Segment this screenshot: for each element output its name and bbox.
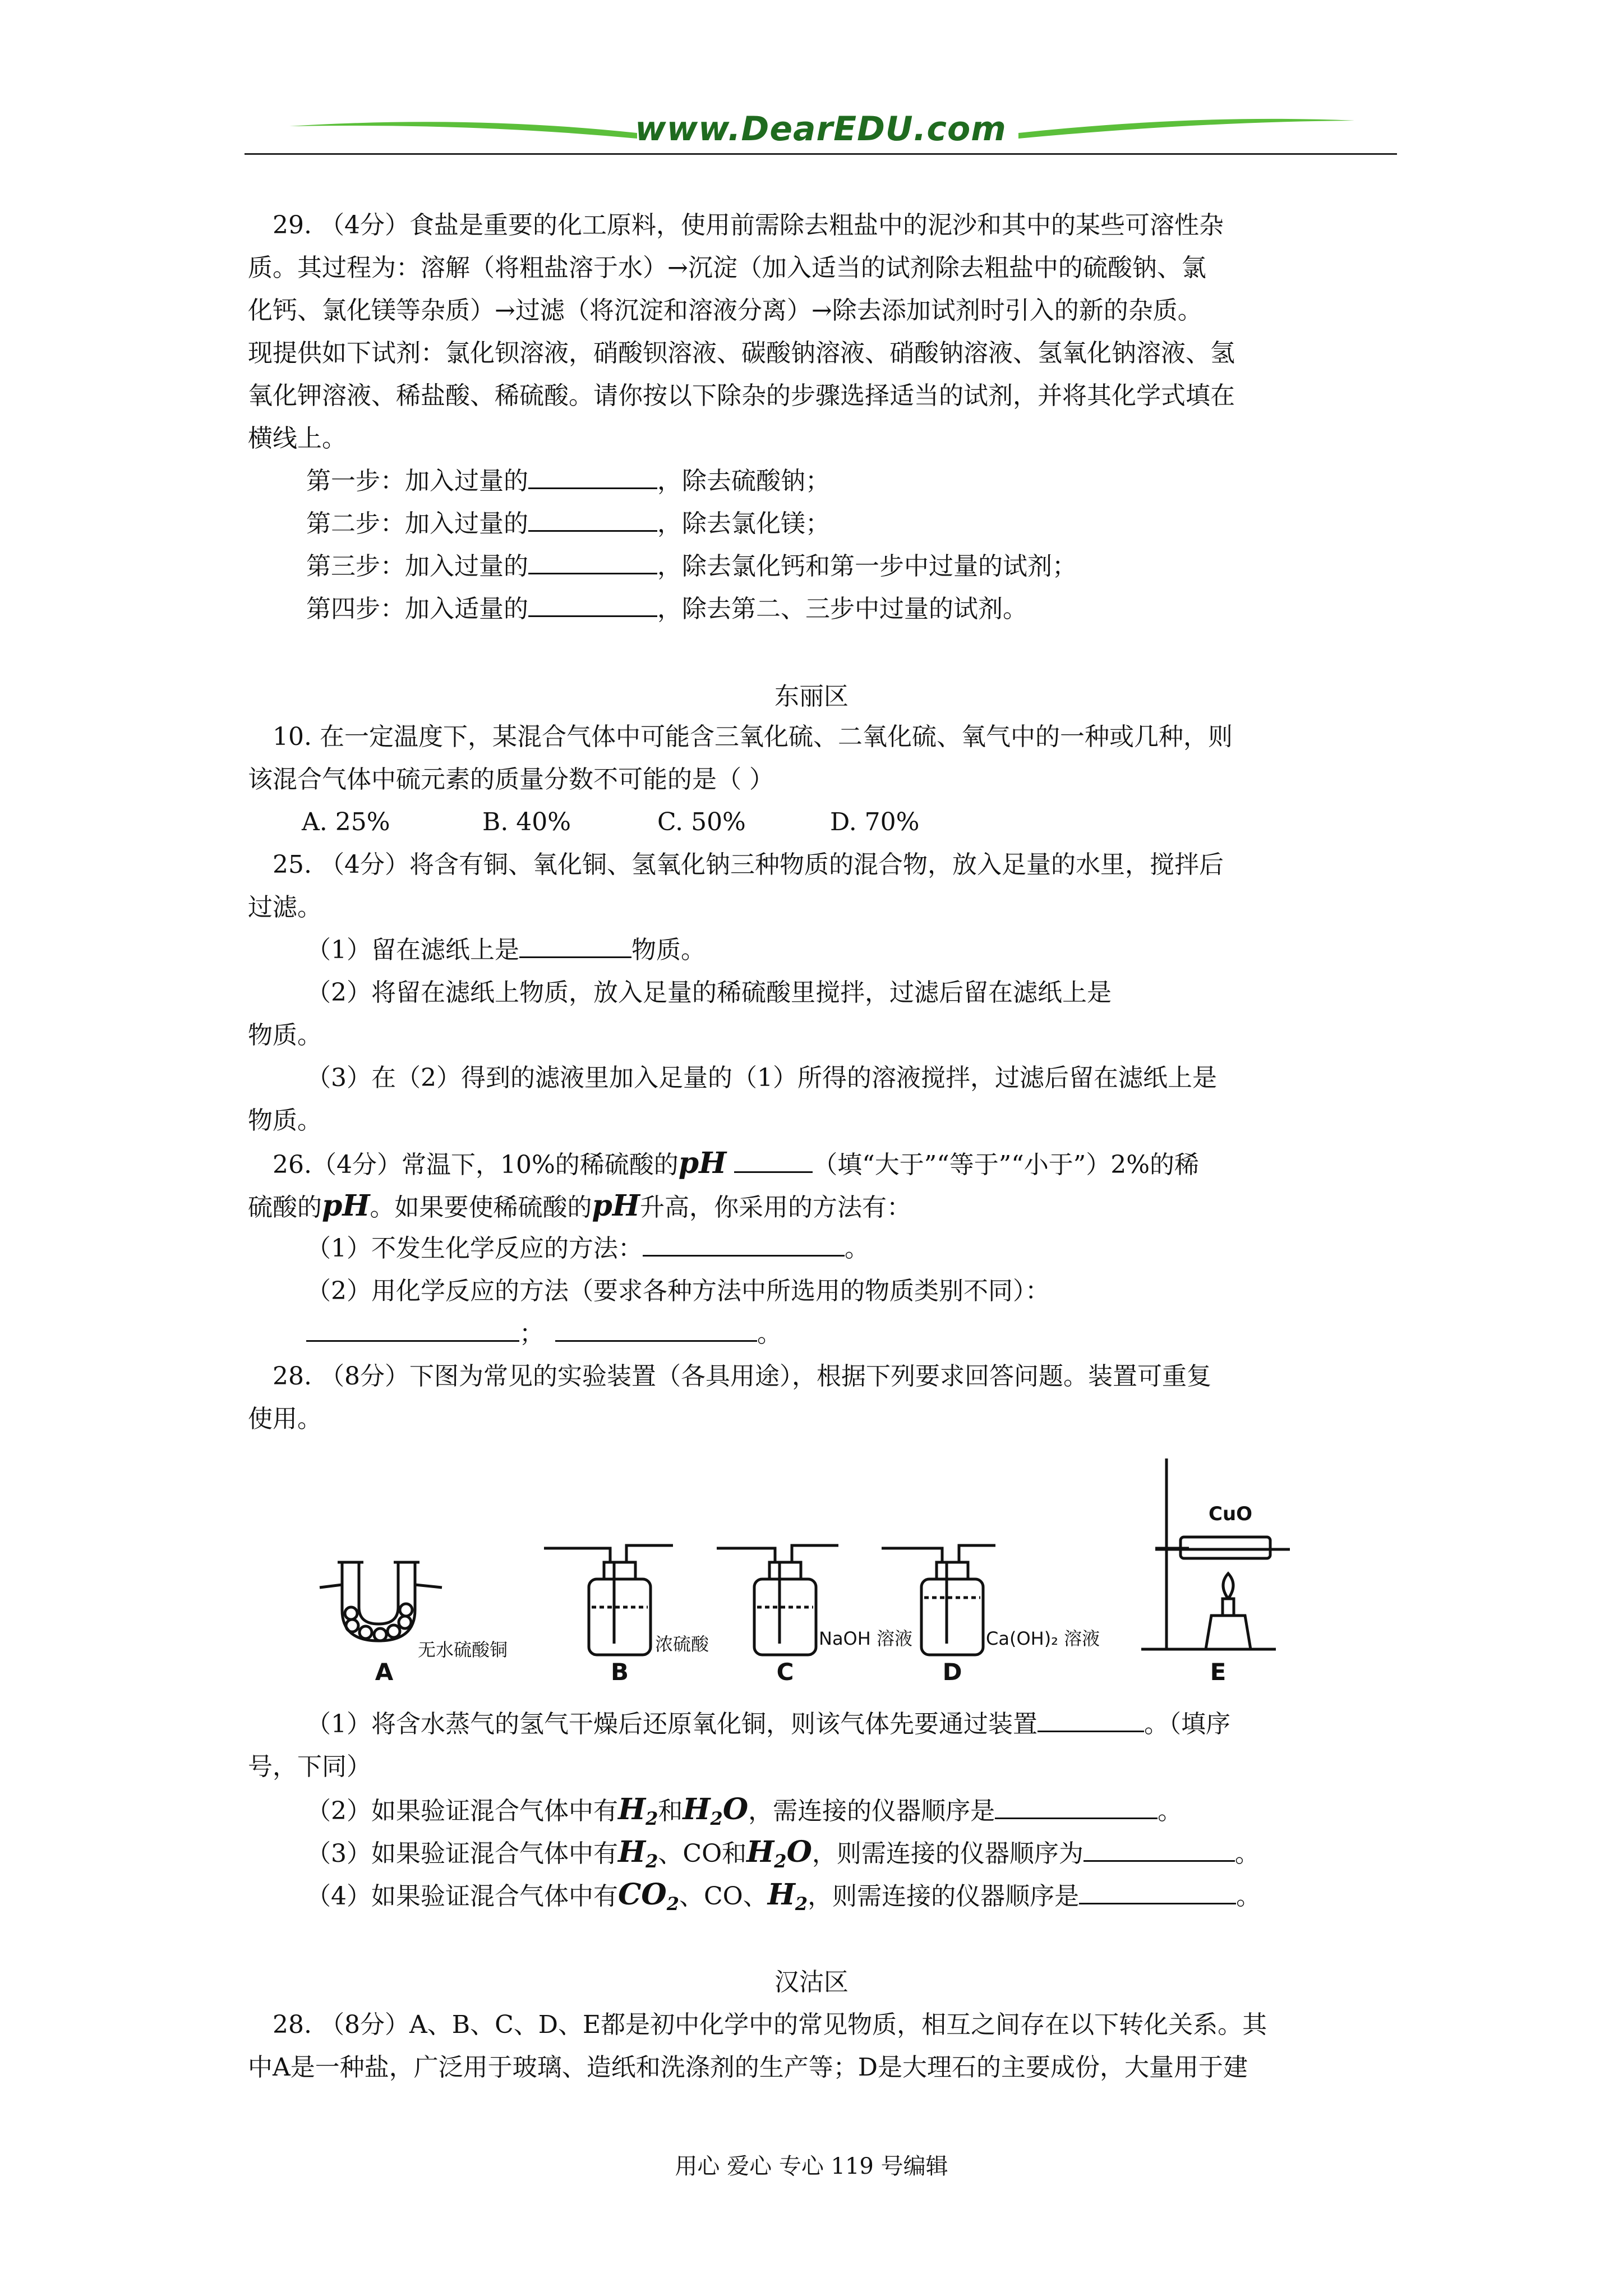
q28a-part-3: （3）如果验证混合气体中有$H_2$、CO和$H_2O$，则需连接的仪器顺序为 。 <box>306 1835 1260 1872</box>
label-e: E <box>1210 1658 1227 1686</box>
answer-blank[interactable] <box>734 1149 813 1173</box>
q28a-part-4: （4）如果验证混合气体中有$CO_2$、CO、$H_2$，则需连接的仪器顺序是 。 <box>306 1878 1261 1915</box>
q10-option-d[interactable]: D. 70% <box>830 808 920 836</box>
q28a-part-1: （1）将含水蒸气的氢气干燥后还原氧化铜，则该气体先要通过装置 。（填序 <box>306 1708 1230 1741</box>
answer-blank[interactable] <box>1083 1838 1235 1862</box>
q26-line-2: 硫酸的pH。如果要使稀硫酸的pH升高，你采用的方法有： <box>248 1189 911 1223</box>
q25-line: 25. （4分）将含有铜、氧化铜、氢氧化钠三种物质的混合物，放入足量的水里，搅拌后 <box>273 850 1224 879</box>
u-tube-apparatus-a <box>320 1562 442 1641</box>
q25-line: 过滤。 <box>248 893 322 922</box>
page-header <box>245 109 1397 160</box>
q28a-line: 28. （8分）下图为常见的实验装置（各具用途），根据下列要求回答问题。装置可重复 <box>273 1362 1211 1391</box>
q10-option-c[interactable]: C. 50% <box>657 808 746 836</box>
header-brand[interactable]: www.DearEDU.com <box>635 109 1007 149</box>
answer-blank[interactable] <box>528 465 657 489</box>
answer-blank[interactable] <box>306 1318 519 1342</box>
q29-step-4: 第四步：加入适量的 ，除去第二、三步中过量的试剂。 <box>306 592 1027 626</box>
answer-blank[interactable] <box>643 1232 845 1257</box>
reagent-conc-h2so4: 浓硫酸 <box>655 1634 709 1655</box>
q29-line: 氧化钾溶液、稀盐酸、稀硫酸。请你按以下除杂的步骤选择适当的试剂，并将其化学式填在 <box>248 381 1235 410</box>
q25-part-1: （1）留在滤纸上是 物质。 <box>306 933 706 967</box>
q25-part-2: （2）将留在滤纸上物质，放入足量的稀硫酸里搅拌，过滤后留在滤纸上是 <box>306 978 1112 1007</box>
q10-option-b[interactable]: B. 40% <box>482 808 571 836</box>
q28a-part-2: （2）如果验证混合气体中有$H_2$和$H_2O$，需连接的仪器顺序是 。 <box>306 1792 1183 1829</box>
heating-apparatus-e <box>1141 1458 1290 1649</box>
label-c: C <box>776 1658 794 1686</box>
q29-line: 横线上。 <box>248 424 347 453</box>
answer-blank[interactable] <box>519 934 631 958</box>
reagent-naoh: NaOH 溶液 <box>819 1628 912 1649</box>
answer-blank[interactable] <box>528 593 657 617</box>
answer-blank[interactable] <box>1079 1880 1236 1904</box>
label-a: A <box>375 1658 394 1686</box>
q29-line: 化钙、氯化镁等杂质）→过滤（将沉淀和溶液分离）→除去添加试剂时引入的新的杂质。 <box>248 296 1202 325</box>
label-b: B <box>610 1658 629 1686</box>
q28b-line: 28. （8分）A、B、C、D、E都是初中化学中的常见物质，相互之间存在以下转化关系。其 <box>273 2010 1267 2039</box>
q29-line: 现提供如下试剂：氯化钡溶液，硝酸钡溶液、碳酸钠溶液、硝酸钠溶液、氢氧化钠溶液、氢 <box>248 339 1235 367</box>
q10-line: 10. 在一定温度下，某混合气体中可能含三氧化硫、二氧化硫、氧气中的一种或几种，则 <box>273 723 1233 751</box>
q29-step-3: 第三步：加入过量的 ，除去氯化钙和第一步中过量的试剂； <box>306 550 1077 583</box>
q28a-part-1-cont: 号，下同） <box>248 1752 371 1781</box>
label-cuo: CuO <box>1209 1503 1253 1525</box>
q29-line: 29. （4分）食盐是重要的化工原料，使用前需除去粗盐中的泥沙和其中的某些可溶性杂 <box>273 211 1224 240</box>
answer-blank[interactable] <box>1038 1708 1144 1732</box>
header-rule <box>245 153 1397 155</box>
q26-part-1: （1）不发生化学反应的方法： 。 <box>306 1232 869 1266</box>
answer-blank[interactable] <box>528 550 657 574</box>
gas-bottle-b <box>544 1545 673 1655</box>
reagent-caoh2: Ca(OH)₂ 溶液 <box>986 1628 1100 1649</box>
apparatus-figure <box>314 1447 1324 1688</box>
section-heading: 汉沽区 <box>774 1968 849 1996</box>
q28a-line: 使用。 <box>248 1405 322 1433</box>
answer-blank[interactable] <box>995 1795 1158 1819</box>
section-heading: 东丽区 <box>774 682 849 711</box>
q26-line-1: 26.（4分）常温下，10%的稀硫酸的pH （填“大于”“等于”“小于”）2%的稀 <box>273 1146 1200 1180</box>
page-footer: 用心 爱心 专心 119 号编辑 <box>675 2154 948 2179</box>
q10-option-a[interactable]: A. 25% <box>302 808 390 836</box>
q25-part-2-cont: 物质。 <box>248 1021 322 1050</box>
q29-step-1: 第一步：加入过量的 ，除去硫酸钠； <box>306 464 830 498</box>
q25-part-3-cont: 物质。 <box>248 1106 322 1135</box>
q29-step-2: 第二步：加入过量的 ，除去氯化镁； <box>306 507 830 541</box>
q29-line: 质。其过程为：溶解（将粗盐溶于水）→沉淀（加入适当的试剂除去粗盐中的硫酸钠、氯 <box>248 254 1206 282</box>
q26-part-2: （2）用化学反应的方法（要求各种方法中所选用的物质类别不同）： <box>306 1277 1050 1305</box>
label-d: D <box>942 1658 962 1686</box>
answer-blank[interactable] <box>555 1318 757 1342</box>
q25-part-3: （3）在（2）得到的滤液里加入足量的（1）所得的溶液搅拌，过滤后留在滤纸上是 <box>306 1064 1217 1092</box>
reagent-anhydrous-cuso4: 无水硫酸铜 <box>418 1639 508 1660</box>
answer-blank[interactable] <box>528 508 657 532</box>
q26-part-2-blanks: ； 。 <box>306 1317 782 1351</box>
q28b-line: 中A是一种盐，广泛用于玻璃、造纸和洗涤剂的生产等；D是大理石的主要成份，大量用于建 <box>248 2053 1248 2082</box>
q10-line: 该混合气体中硫元素的质量分数不可能的是（ ） <box>248 765 774 794</box>
